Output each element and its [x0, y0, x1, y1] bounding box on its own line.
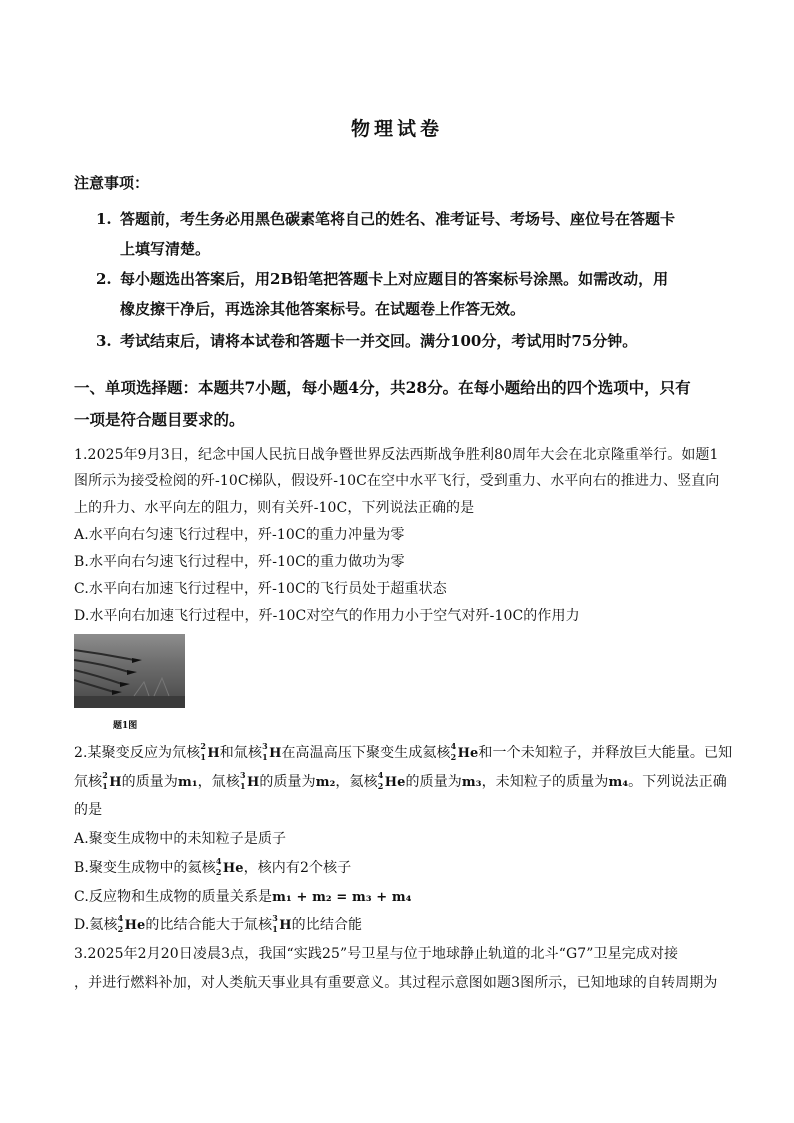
notes-heading: 注意事项： [74, 174, 150, 192]
section-heading: 一、单项选择题：本题共7小题，每小题4分，共28分。在每小题给出的四个选项中，只有 [74, 378, 691, 397]
note-text: 考试结束后，请将本试卷和答题卡一并交回。满分100分，考试用时75分钟。 [120, 332, 638, 350]
note-2 [96, 268, 668, 289]
question-1-text: 上的升力、水平向左的阻力，则有关歼-10C，下列说法正确的是 [74, 500, 475, 516]
note-1 [96, 208, 675, 229]
question-2-option-d: D.氦核 4 2 He的比结合能大于氚核 3 1 H的比结合能 [74, 913, 363, 934]
note-3 [96, 330, 637, 351]
note-number: 1. [96, 210, 112, 228]
question-1-option-c: C.水平向右加速飞行过程中，歼-10C的飞行员处于超重状态 [74, 581, 447, 597]
question-1-text: 图所示为接受检阅的歼-10C梯队，假设歼-10C在空中水平飞行，受到重力、水平向右的推进力、竖直向 [74, 473, 720, 489]
figure-1-caption: 题1图 [113, 721, 138, 731]
question-1-option-b: B.水平向右匀速飞行过程中，歼-10C的重力做功为零 [74, 554, 405, 570]
question-1-option-d: D.水平向右加速飞行过程中，歼-10C对空气的作用力小于空气对歼-10C的作用力 [74, 608, 580, 624]
question-2-option-a: A.聚变生成物中的未知粒子是质子 [74, 831, 287, 847]
figure-1-photo [74, 634, 185, 708]
note-number: 3. [96, 332, 112, 350]
page-title: 物理试卷 [350, 118, 443, 140]
section-heading-continued: 一项是符合题目要求的。 [74, 410, 245, 429]
note-text: 答题前，考生务必用黑色碳素笔将自己的姓名、准考证号、考场号、座位号在答题卡 [120, 210, 676, 228]
question-2-text: 的是 [74, 802, 103, 818]
note-2-continued: 橡皮擦干净后，再选涂其他答案标号。在试题卷上作答无效。 [120, 300, 526, 318]
question-2-text: 2.某聚变反应为氘核 2 1 H和氚核 3 1 H在高温高压下聚变生成氦核 4 2 He和一个未知粒子，并释放巨大能量。已知 [74, 741, 733, 762]
question-2-option-b: B.聚变生成物中的氦核 4 2 He，核内有2个核子 [74, 856, 352, 877]
note-number: 2. [96, 270, 112, 288]
question-1-option-a: A.水平向右匀速飞行过程中，歼-10C的重力冲量为零 [74, 527, 405, 543]
aircraft-formation-image [74, 634, 185, 708]
question-2-text: 氘核 2 1 H的质量为m₁，氚核 3 1 H的质量为m₂，氦核 4 2 He的质量为m₃，未知粒子的质量为m₄。下列说法正确 [74, 770, 727, 791]
question-2-option-c: C.反应物和生成物的质量关系是m₁ + m₂ = m₃ + m₄ [74, 889, 412, 905]
question-3-text: ，并进行燃料补加，对人类航天事业具有重要意义。其过程示意图如题3图所示，已知地球的自转周期为 [74, 975, 718, 991]
question-1-text: 1.2025年9月3日，纪念中国人民抗日战争暨世界反法西斯战争胜利80周年大会在北京隆重举行。如题1 [74, 447, 719, 463]
note-text: 每小题选出答案后，用2B铅笔把答题卡上对应题目的答案标号涂黑。如需改动，用 [120, 270, 669, 288]
note-1-continued: 上填写清楚。 [120, 240, 211, 258]
question-3-text: 3.2025年2月20日凌晨3点，我国“实践25”号卫星与位于地球静止轨道的北斗“G7”卫星完成对接 [74, 946, 679, 962]
